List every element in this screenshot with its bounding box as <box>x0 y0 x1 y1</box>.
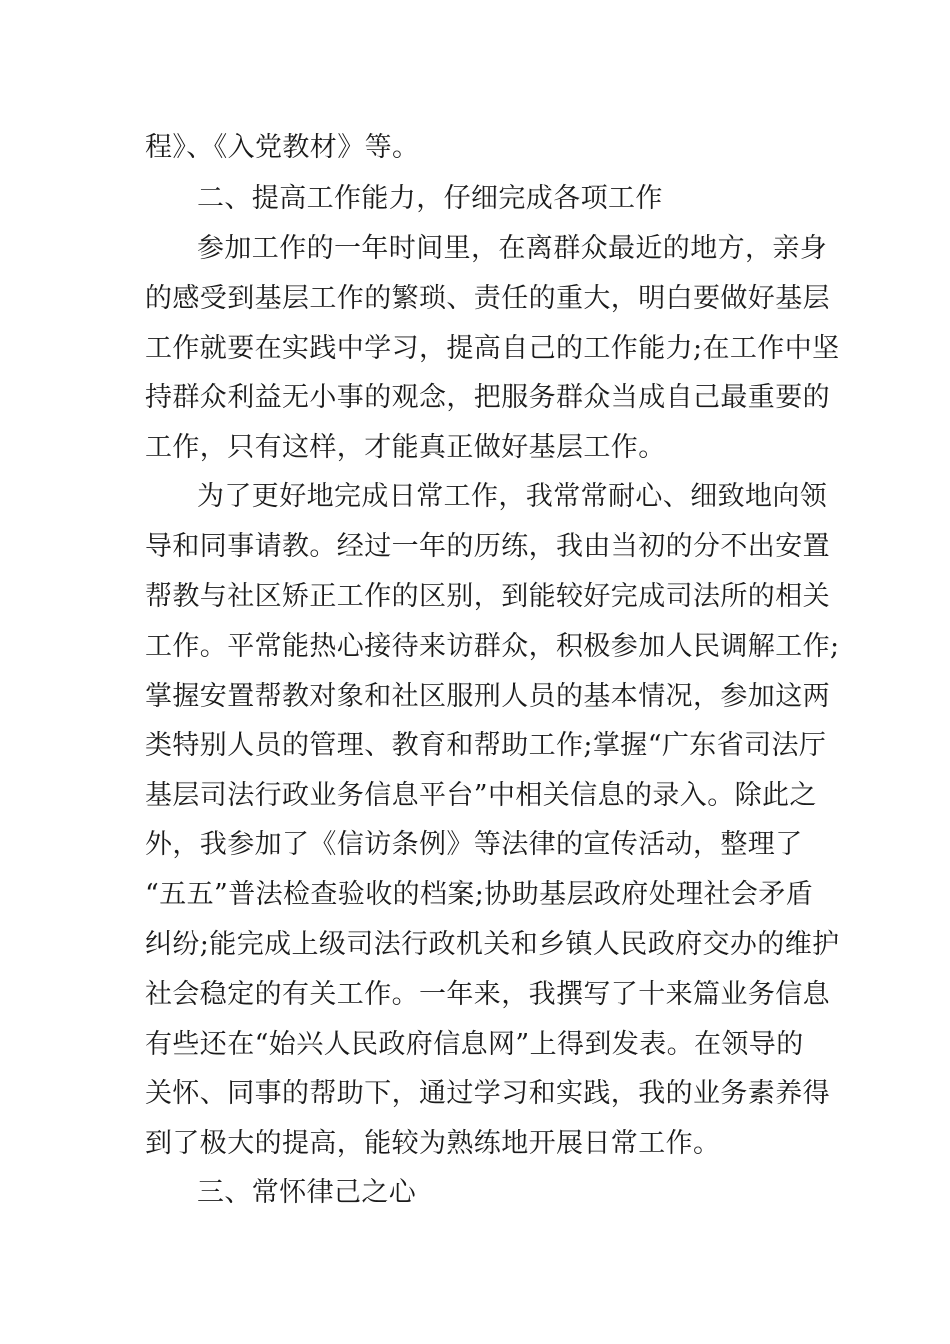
text-line: 导和同事请教。经过一年的历练，我由当初的分不出安置 <box>145 531 830 562</box>
text-line: 社会稳定的有关工作。一年来，我撰写了十来篇业务信息 <box>145 979 830 1010</box>
text-line: 持群众利益无小事的观念，把服务群众当成自己最重要的 <box>145 382 830 413</box>
text-line: 掌握安置帮教对象和社区服刑人员的基本情况，参加这两 <box>145 681 830 712</box>
text-line: 外，我参加了《信访条例》等法律的宣传活动，整理了 <box>145 829 803 860</box>
text-line: 工作，只有这样，才能真正做好基层工作。 <box>145 432 666 463</box>
paragraph-first-line: 参加工作的一年时间里，在离群众最近的地方，亲身 <box>197 233 828 264</box>
text-line: 关怀、同事的帮助下，通过学习和实践，我的业务素养得 <box>145 1078 830 1109</box>
section-heading: 三、常怀律己之心 <box>197 1177 417 1208</box>
text-line: 程》、《入党教材》等。 <box>145 132 420 163</box>
text-line: 纠纷;能完成上级司法行政机关和乡镇人民政府交办的维护 <box>145 929 840 960</box>
text-line: 到了极大的提高，能较为熟练地开展日常工作。 <box>145 1128 721 1159</box>
text-line: “五五”普法检查验收的档案;协助基层政府处理社会矛盾 <box>145 879 814 910</box>
text-line: 工作。平常能热心接待来访群众，积极参加人民调解工作; <box>145 631 840 662</box>
text-line: 帮教与社区矫正工作的区别，到能较好完成司法所的相关 <box>145 581 830 612</box>
text-line: 有些还在“始兴人民政府信息网”上得到发表。在领导的 <box>145 1029 804 1060</box>
text-line: 工作就要在实践中学习，提高自己的工作能力;在工作中坚 <box>145 333 840 364</box>
text-line: 类特别人员的管理、教育和帮助工作;掌握“广东省司法厅 <box>145 730 827 761</box>
text-line: 基层司法行政业务信息平台”中相关信息的录入。除此之 <box>145 780 817 811</box>
text-line: 的感受到基层工作的繁琐、责任的重大，明白要做好基层 <box>145 283 830 314</box>
section-heading: 二、提高工作能力，仔细完成各项工作 <box>197 183 663 214</box>
paragraph-first-line: 为了更好地完成日常工作，我常常耐心、细致地向领 <box>197 481 828 512</box>
